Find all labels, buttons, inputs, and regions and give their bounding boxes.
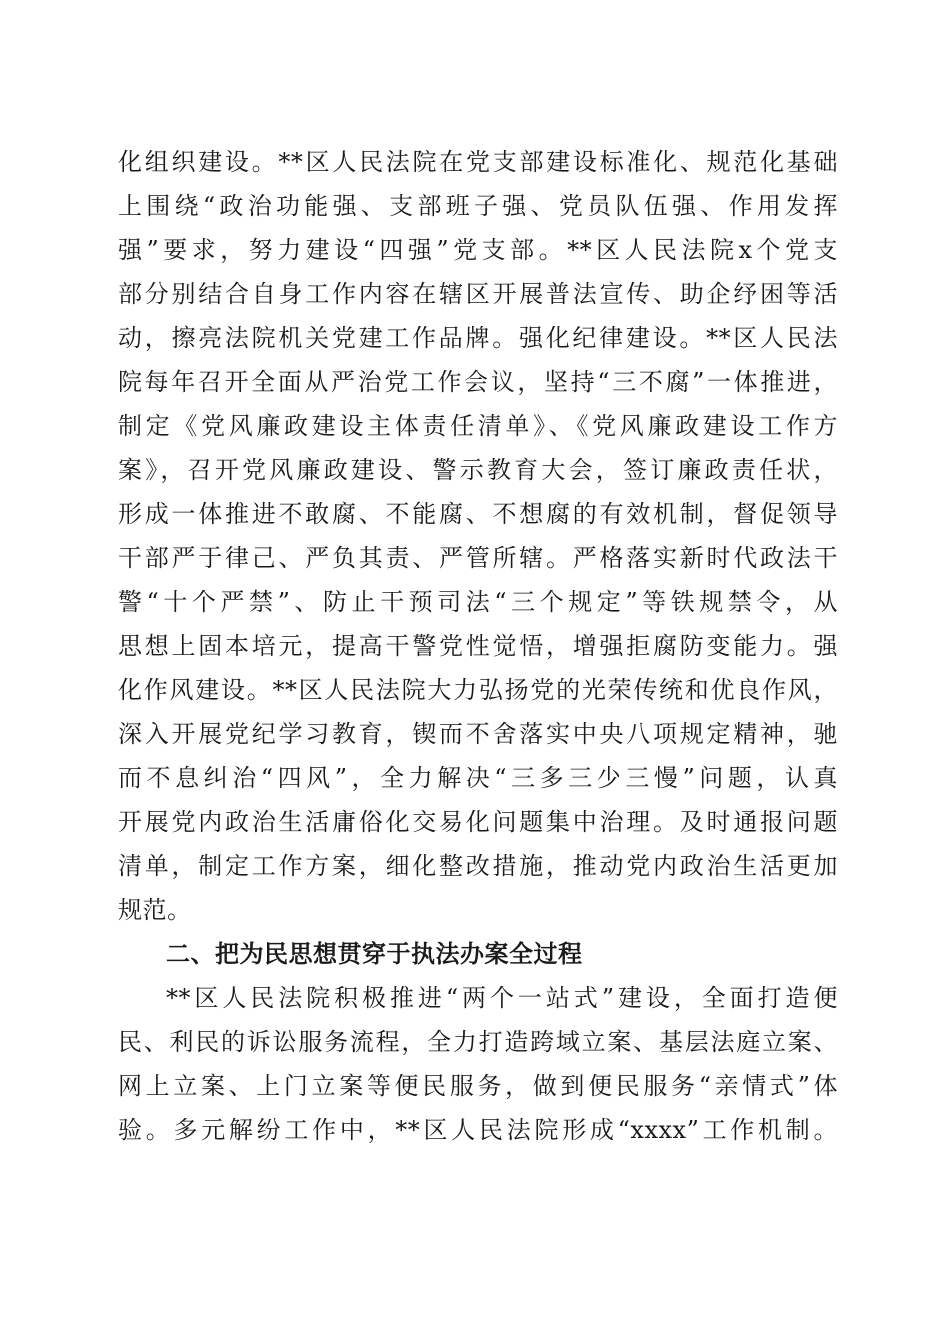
paragraph-line: 院每年召开全面从严治党工作会议，坚持“三不腐”一体推进， [118,368,838,396]
paragraph-line: 民、利民的诉讼服务流程，全力打造跨域立案、基层法庭立案、 [118,1028,838,1056]
paragraph-line: 清单，制定工作方案，细化整改措施，推动党内政治生活更加 [118,852,838,880]
section-heading: 二、把为民思想贯穿于执法办案全过程 [166,940,583,968]
paragraph-line: 干部严于律己、严负其责、严管所辖。严格落实新时代政法干 [118,544,838,572]
paragraph-line: 而不息纠治“四风”，全力解决“三多三少三慢”问题，认真 [118,764,838,792]
paragraph-line: 警“十个严禁”、防止干预司法“三个规定”等铁规禁令，从 [118,588,838,616]
paragraph-line: 上围绕“政治功能强、支部班子强、党员队伍强、作用发挥 [118,192,838,220]
paragraph-line: **区人民法院积极推进“两个一站式”建设，全面打造便 [166,984,838,1012]
paragraph-line: 强”要求，努力建设“四强”党支部。**区人民法院x个党支 [118,236,838,264]
paragraph-line: 案》，召开党风廉政建设、警示教育大会，签订廉政责任状， [118,456,838,484]
paragraph-line: 形成一体推进不敢腐、不能腐、不想腐的有效机制，督促领导 [118,500,838,528]
paragraph-line: 制定《党风廉政建设主体责任清单》、《党风廉政建设工作方 [118,412,838,440]
paragraph-line: 开展党内政治生活庸俗化交易化问题集中治理。及时通报问题 [118,808,838,836]
paragraph-line: 动，擦亮法院机关党建工作品牌。强化纪律建设。**区人民法 [118,324,838,352]
document-body [118,140,838,1152]
paragraph-2 [118,976,838,1152]
paragraph-line: 网上立案、上门立案等便民服务，做到便民服务“亲情式”体 [118,1072,838,1100]
paragraph-1 [118,140,838,932]
paragraph-line: 思想上固本培元，提高干警党性觉悟，增强拒腐防变能力。强 [118,632,838,660]
paragraph-line: 规范。 [118,896,192,924]
paragraph-line: 验。多元解纷工作中，**区人民法院形成“xxxx”工作机制。 [118,1116,838,1144]
paragraph-line: 深入开展党纪学习教育，锲而不舍落实中央八项规定精神，驰 [118,720,838,748]
paragraph-line: 化作风建设。**区人民法院大力弘扬党的光荣传统和优良作风， [118,676,838,704]
paragraph-line: 部分别结合自身工作内容在辖区开展普法宣传、助企纾困等活 [118,280,838,308]
paragraph-line: 化组织建设。**区人民法院在党支部建设标准化、规范化基础 [118,148,838,176]
